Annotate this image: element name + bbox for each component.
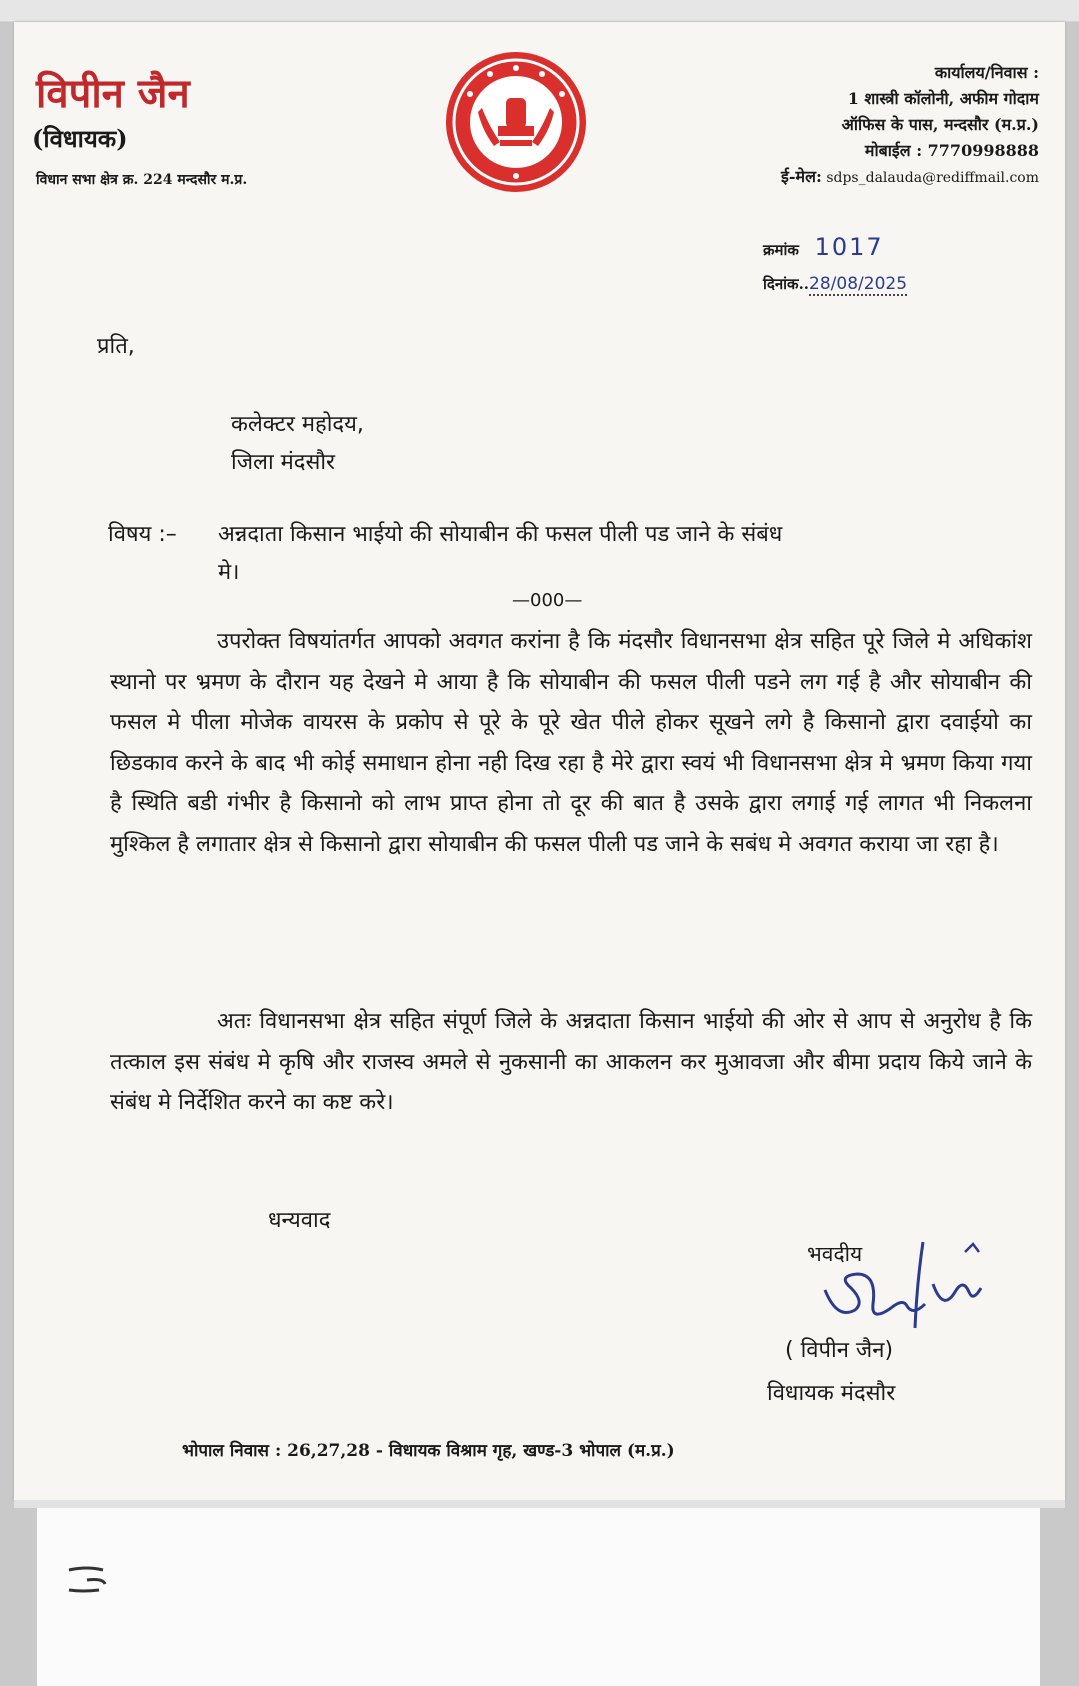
- thanks: धन्यवाद: [268, 1208, 331, 1233]
- subject-line-2: मे।: [218, 560, 240, 585]
- subject-label: विषय :–: [108, 522, 177, 547]
- app-top-bar: [0, 0, 1079, 22]
- ref-date: 28/08/2025: [809, 274, 908, 294]
- email-label: ई-मेल:: [781, 167, 822, 186]
- page-fold: [14, 1500, 1065, 1508]
- letterhead-constituency: विधान सभा क्षेत्र क्र. 224 मन्दसौर म.प्र.: [36, 172, 248, 188]
- ref-number-label: क्रमांक: [763, 241, 799, 259]
- signature-designation: विधायक मंदसौर: [767, 1381, 896, 1406]
- footer-bhopal-address: भोपाल निवास : 26,27,28 - विधायक विश्राम गृह, खण्ड-3 भोपाल (म.प्र.): [182, 1441, 675, 1461]
- body-paragraph-2: अतः विधानसभा क्षेत्र सहित संपूर्ण जिले के अन्नदाता किसान भाईयो की ओर से आप से अनुरोध है कि तत्काल इस संबंध मे कृषि और राजस्व अमले से नुकसानी का आकलन कर मुआवजा और बीमा प्रदाय किये जाने के संबंध मे निर्देशित करने का कष्ट करे।: [110, 1009, 1032, 1115]
- state-emblem-icon: [442, 48, 590, 196]
- recipient-line-1: कलेक्टर महोदय,: [231, 412, 364, 437]
- signature-closing: भवदीय: [807, 1242, 863, 1266]
- reference-block: [763, 230, 907, 301]
- office-label: कार्यालय/निवास :: [934, 63, 1039, 82]
- ref-number: 1017: [814, 233, 884, 261]
- address-line-1: 1 शास्त्री कॉलोनी, अफीम गोदाम: [847, 89, 1039, 108]
- subject: [108, 516, 1032, 592]
- pen-mark-icon: [65, 1556, 115, 1606]
- salutation: प्रति,: [97, 334, 135, 359]
- recipient-line-2: जिला मंदसौर: [231, 450, 336, 475]
- letterhead-name: विपीन जैन: [36, 70, 190, 117]
- email-row: [659, 164, 1039, 191]
- separator: —000—: [512, 590, 583, 611]
- signature-name: ( विपीन जैन): [785, 1338, 894, 1363]
- ref-date-label: दिनांक..: [763, 275, 810, 293]
- letterhead-role: (विधायक): [32, 124, 128, 153]
- body-paragraph-1: उपरोक्त विषयांतर्गत आपको अवगत करांना है कि मंदसौर विधानसभा क्षेत्र सहित पूरे जिले मे अधिकांश स्थानो पर भ्रमण के दौरान यह देखने मे आया है कि सोयाबीन की फसल पीली पडने लग गई है और सोयाबीन की फसल मे पीला मोजेक वायरस के प्रकोप से पूरे के पूरे खेत पीले होकर सूखने लगे है किसानो द्वारा दवाईयो का छिडकाव करने के बाद भी कोई समाधान होना नही दिख रहा है मेरे द्वारा स्वयं भी विधानसभा क्षेत्र मे भ्रमण किया गया है स्थिति बडी गंभीर है किसानो को लाभ प्राप्त होना तो दूर की बात है उसके द्वारा लगाई गई लागत भी निकलना मुश्किल है लगातार क्षेत्र से किसानो द्वारा सोयाबीन की फसल पीली पड जाने के सबंध मे अवगत कराया जा रहा है।: [110, 629, 1032, 857]
- email-address: sdps_dalauda@rediffmail.com: [826, 170, 1039, 186]
- mobile-number: मोबाईल : 7770998888: [864, 141, 1039, 160]
- subject-line-1: अन्नदाता किसान भाईयो की सोयाबीन की फसल पीली पड जाने के संबंध: [218, 522, 783, 547]
- address-line-2: ऑफिस के पास, मन्दसौर (म.प्र.): [841, 115, 1039, 134]
- next-page: [37, 1508, 1040, 1686]
- letterhead-address: [659, 60, 1039, 191]
